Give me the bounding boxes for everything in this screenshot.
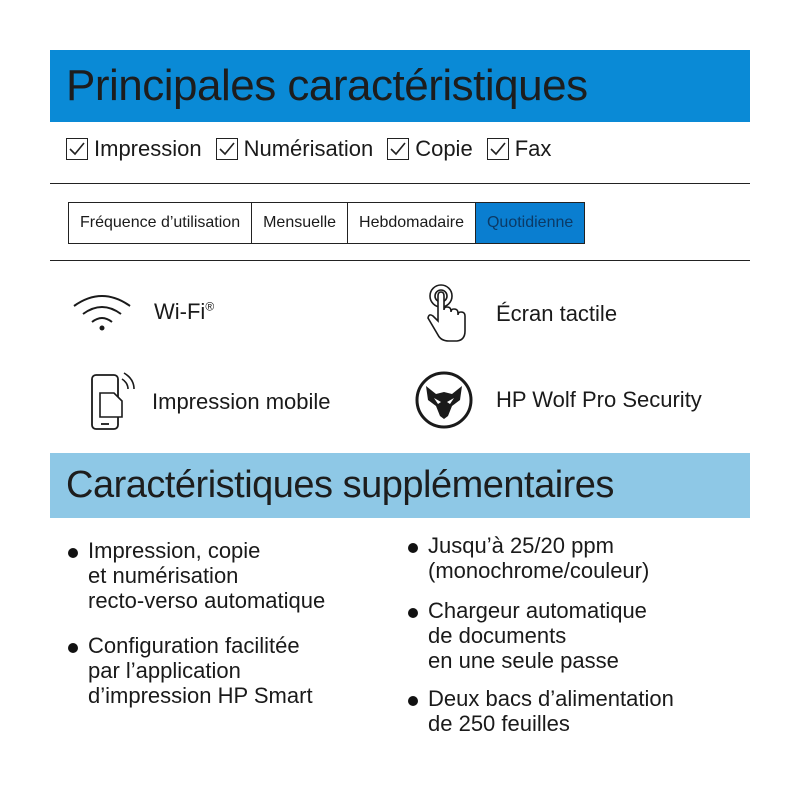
wolf-shield-icon: [412, 368, 476, 432]
touch-screen-icon: [414, 282, 478, 346]
usage-frequency-table: [68, 202, 585, 244]
feature-label: Impression: [94, 136, 202, 161]
feature-numerisation: [216, 136, 374, 162]
bullet-text: Jusqu’à 25/20 ppm (monochrome/couleur): [428, 533, 650, 583]
divider: [50, 183, 750, 184]
frequency-header: Fréquence d’utilisation: [69, 203, 252, 243]
bullet-dot-icon: [408, 543, 418, 553]
main-features-title: Principales caractéristiques: [66, 61, 588, 110]
frequency-option-weekly: Hebdomadaire: [348, 203, 476, 243]
list-item: [408, 598, 674, 673]
bullet-dot-icon: [68, 643, 78, 653]
feature-label: Copie: [415, 136, 473, 161]
wolf-security-label: HP Wolf Pro Security: [496, 387, 702, 412]
bullet-list-right: [408, 533, 674, 756]
frequency-option-monthly: Mensuelle: [252, 203, 348, 243]
mobile-print-label: Impression mobile: [152, 389, 331, 414]
touch-screen-feature: [414, 282, 617, 346]
bullet-dot-icon: [408, 696, 418, 706]
bullet-text: Chargeur automatique de documents en une seule passe: [428, 598, 647, 673]
feature-copie: [387, 136, 472, 162]
checkbox-icon: [387, 138, 409, 160]
checkbox-icon: [487, 138, 509, 160]
list-item: [408, 686, 674, 736]
mobile-print-icon: [78, 370, 142, 434]
wifi-icon: [70, 280, 134, 344]
additional-features-banner: [50, 453, 750, 518]
feature-checklist: [66, 136, 565, 162]
main-features-banner: [50, 50, 750, 122]
checkbox-icon: [216, 138, 238, 160]
bullet-text: Deux bacs d’alimentation de 250 feuilles: [428, 686, 674, 736]
bullet-dot-icon: [68, 548, 78, 558]
checkbox-icon: [66, 138, 88, 160]
feature-label: Fax: [514, 136, 552, 161]
list-item: [68, 633, 325, 708]
divider: [50, 260, 750, 261]
bullet-text: Configuration facilitée par l’application d’impression HP Smart: [88, 633, 313, 708]
additional-features-title: Caractéristiques supplémentaires: [66, 464, 614, 506]
feature-fax: [487, 136, 552, 162]
feature-label: Numérisation: [243, 136, 374, 161]
list-item: [408, 533, 674, 583]
wolf-security-feature: [412, 368, 702, 432]
bullet-list-left: [68, 538, 325, 728]
wifi-label: Wi-Fi®: [154, 299, 215, 324]
list-item: [68, 538, 325, 613]
wifi-feature: [70, 280, 214, 344]
feature-impression: [66, 136, 202, 162]
touch-screen-label: Écran tactile: [496, 301, 618, 326]
bullet-text: Impression, copie et numérisation recto-verso automatique: [88, 538, 326, 613]
mobile-print-feature: [78, 370, 331, 434]
bullet-dot-icon: [408, 608, 418, 618]
frequency-option-daily: Quotidienne: [476, 203, 584, 243]
